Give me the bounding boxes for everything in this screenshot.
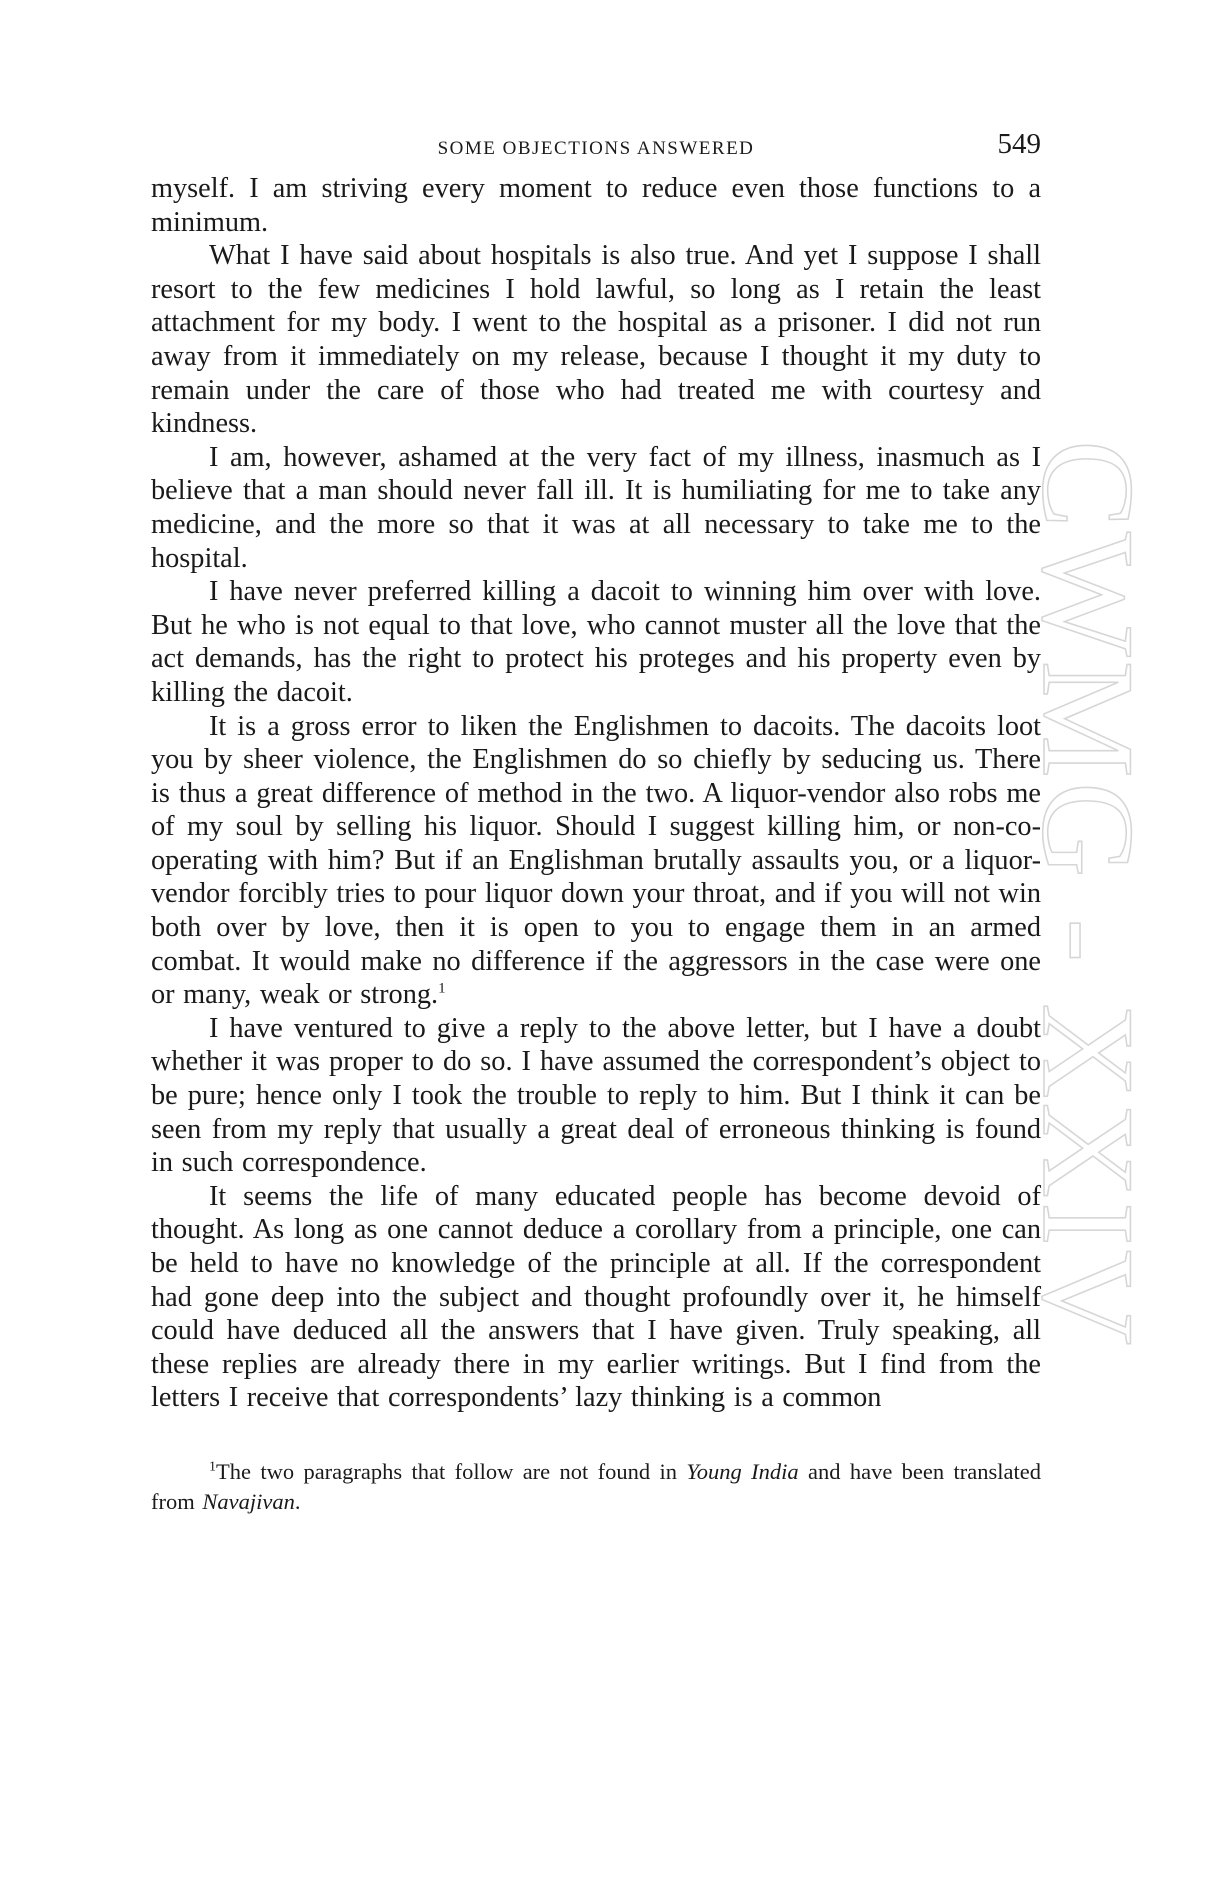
paragraph-7 — [151, 1180, 1041, 1415]
paragraph-4 — [151, 575, 1041, 709]
paragraph-5 — [151, 710, 1041, 1012]
paragraph-3 — [151, 441, 1041, 575]
paragraph-7-text: It seems the life of many educated people has become devoid of thought. As long as one cannot deduce a corollary from a principle, one can be held to have no knowledge of the principle at all. If the correspondent had gone deep into the subject and thought profoundly over it, he himself could have deduced all the answers that I have given. Truly speaking, all these replies are already there in my earlier writings. But I find from the letters I receive that correspondents’ lazy thinking is a common — [151, 1180, 1041, 1414]
page-number: 549 — [997, 128, 1041, 160]
running-head — [151, 128, 1041, 172]
page — [151, 128, 1041, 1517]
paragraph-5-text: It is a gross error to liken the Englishmen to dacoits. The dacoits loot you by sheer violence, the Englishmen do so chiefly by seducing us. There is thus a great difference of method in the two. A liquor-vendor also robs me of my soul by selling his liquor. Should I suggest killing him, or non-co-operating with him? But if an Englishman brutally assaults you, or a liquor-vendor forcibly tries to pour liquor down your throat, and if you will not win both over by love, then it is open to you to engage them in an armed combat. It would make no difference if the aggressors in the case were one or many, weak or strong. — [151, 710, 1041, 1011]
footnote-text-middle: and have been translated from — [151, 1458, 1041, 1514]
paragraph-6 — [151, 1012, 1041, 1180]
watermark — [1015, 440, 1162, 1440]
footnote-text-after: . — [294, 1488, 301, 1514]
watermark-text: CWMG - XXIV — [1015, 440, 1162, 1350]
footnote-italic-navajivan: Navajivan — [202, 1488, 295, 1514]
footnote-marker: 1 — [209, 1459, 216, 1475]
running-title: SOME OBJECTIONS ANSWERED — [437, 138, 755, 159]
body-text — [151, 172, 1041, 1415]
paragraph-6-text: I have ventured to give a reply to the above letter, but I have a doubt whether it was proper to do so. I have assumed the correspondent’s object to be pure; hence only I took the trouble to reply to him. But I think it can be seen from my reply that usually a great deal of erroneous thinking is found in such correspondence. — [151, 1012, 1041, 1179]
footnote-italic-young-india: Young India — [686, 1458, 799, 1484]
paragraph-4-text: I have never preferred killing a dacoit to winning him over with love. But he who is not equal to that love, who cannot muster all the love that the act demands, has the right to protect his proteges and his property even by killing the dacoit. — [151, 576, 1041, 708]
paragraph-2 — [151, 239, 1041, 441]
footnote — [151, 1457, 1041, 1517]
watermark-svg — [1015, 440, 1162, 1440]
footnote-text-before: The two paragraphs that follow are not found in — [216, 1458, 687, 1484]
paragraph-3-text: I am, however, ashamed at the very fact of my illness, inasmuch as I believe that a man should never fall ill. It is humiliating for me to take any medicine, and the more so that it was at all necessary to take me to the hospital. — [151, 441, 1041, 574]
paragraph-1 — [151, 172, 1041, 239]
footnote-reference: 1 — [438, 980, 446, 997]
paragraph-1-text: myself. I am striving every moment to reduce even those functions to a minimum. — [151, 173, 1041, 238]
paragraph-2-text: What I have said about hospitals is also true. And yet I suppose I shall resort to the few medicines I hold lawful, so long as I retain the least attachment for my body. I went to the hospital as a prisoner. I did not run away from it immediately on my release, because I thought it my duty to remain under the care of those who had treated me with courtesy and kindness. — [151, 240, 1041, 440]
